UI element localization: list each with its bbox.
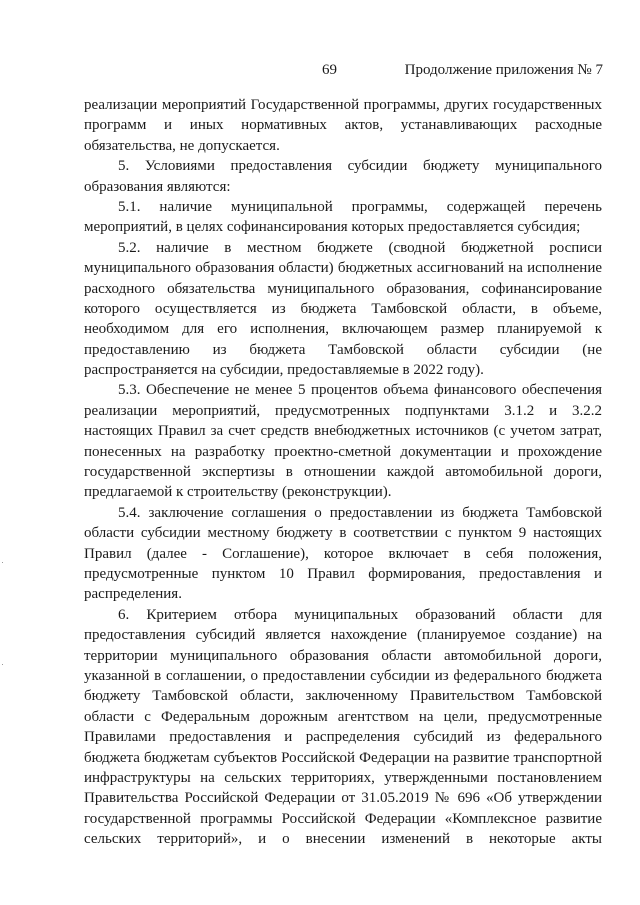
text-line: предоставлению из бюджета Тамбовской области субсидии (не: [84, 341, 602, 358]
text-line: Правилами предоставления и распределения субсидий из федерального: [84, 729, 602, 746]
page-number: 69: [322, 62, 337, 78]
text-line: сельских территорий», и о внесении изменений в некоторые акты: [84, 831, 602, 848]
text-line: мероприятий, в целях софинансирования которых предоставляется субсидия;: [84, 219, 581, 236]
text-line: понесенных на разработку проектно-сметной документации и прохождение: [84, 443, 602, 460]
text-line: бюджету Тамбовской области, заключенному Правительством Тамбовской: [84, 688, 602, 705]
text-line: необходимом для его исполнения, включающем размер планируемой к: [84, 321, 602, 338]
text-line: предлагаемой к строительству (реконструкции).: [84, 484, 392, 501]
text-line: инфраструктуры на сельских территориях, утвержденными постановлением: [84, 769, 602, 786]
text-line: 5.4. заключение соглашения о предоставлении из бюджета Тамбовской: [118, 504, 602, 521]
page-header: [0, 62, 640, 84]
text-line: территории муниципального образования области автомобильной дороги,: [84, 647, 602, 664]
text-line: которого осуществляется из бюджета Тамбовской области, в объеме,: [84, 300, 602, 317]
text-line: области субсидии местному бюджету в соответствии с пунктом 9 настоящих: [84, 525, 602, 542]
text-line: 5. Условиями предоставления субсидии бюджету муниципального: [118, 158, 602, 175]
header-title: Продолжение приложения № 7: [404, 62, 603, 78]
text-line: государственной экспертизы в отношении каждой автомобильной дороги,: [84, 464, 602, 481]
text-line: указанной в соглашении, о предоставлении субсидии из федерального бюджета: [84, 667, 602, 684]
margin-mark: [2, 562, 3, 563]
text-line: программ и иных нормативных актов, устанавливающих расходные: [84, 117, 602, 134]
text-line: образования являются:: [84, 178, 231, 195]
text-line: 6. Критерием отбора муниципальных образований области для: [118, 606, 602, 623]
text-line: Правительства Российской Федерации от 31.05.2019 № 696 «Об утверждении: [84, 790, 602, 807]
text-line: предусмотренные пунктом 10 Правил формирования, предоставления и: [84, 565, 602, 582]
text-line: предоставления субсидий является нахождение (планируемое создание) на: [84, 627, 602, 644]
text-line: распределения.: [84, 586, 182, 603]
text-line: бюджета бюджетам субъектов Российской Федерации на развитие транспортной: [84, 749, 602, 766]
text-line: распространяется на субсидии, предоставляемые в 2022 году).: [84, 362, 484, 379]
body-text: [84, 95, 602, 849]
text-line: 5.2. наличие в местном бюджете (сводной бюджетной росписи: [118, 239, 602, 256]
text-line: расходного обязательства муниципального образования, софинансирование: [84, 280, 602, 297]
margin-mark: [2, 664, 3, 665]
text-line: реализации мероприятий Государственной программы, других государственных: [84, 97, 602, 113]
text-line: государственной программы Российской Федерации «Комплексное развитие: [84, 810, 602, 827]
text-line: настоящих Правил за счет средств внебюджетных источников (с учетом затрат,: [84, 423, 602, 440]
text-line: реализации мероприятий, предусмотренных подпунктами 3.1.2 и 3.2.2: [84, 402, 602, 419]
text-line: области с Федеральным дорожным агентством на цели, предусмотренные: [84, 708, 602, 725]
text-line: Правил (далее - Соглашение), которое включает в себя положения,: [84, 545, 602, 562]
text-line: 5.1. наличие муниципальной программы, содержащей перечень: [118, 198, 602, 215]
text-line: муниципального образования области) бюджетных ассигнований на исполнение: [84, 260, 602, 277]
text-line: 5.3. Обеспечение не менее 5 процентов объема финансового обеспечения: [118, 382, 602, 399]
text-line: обязательства, не допускается.: [84, 137, 280, 154]
